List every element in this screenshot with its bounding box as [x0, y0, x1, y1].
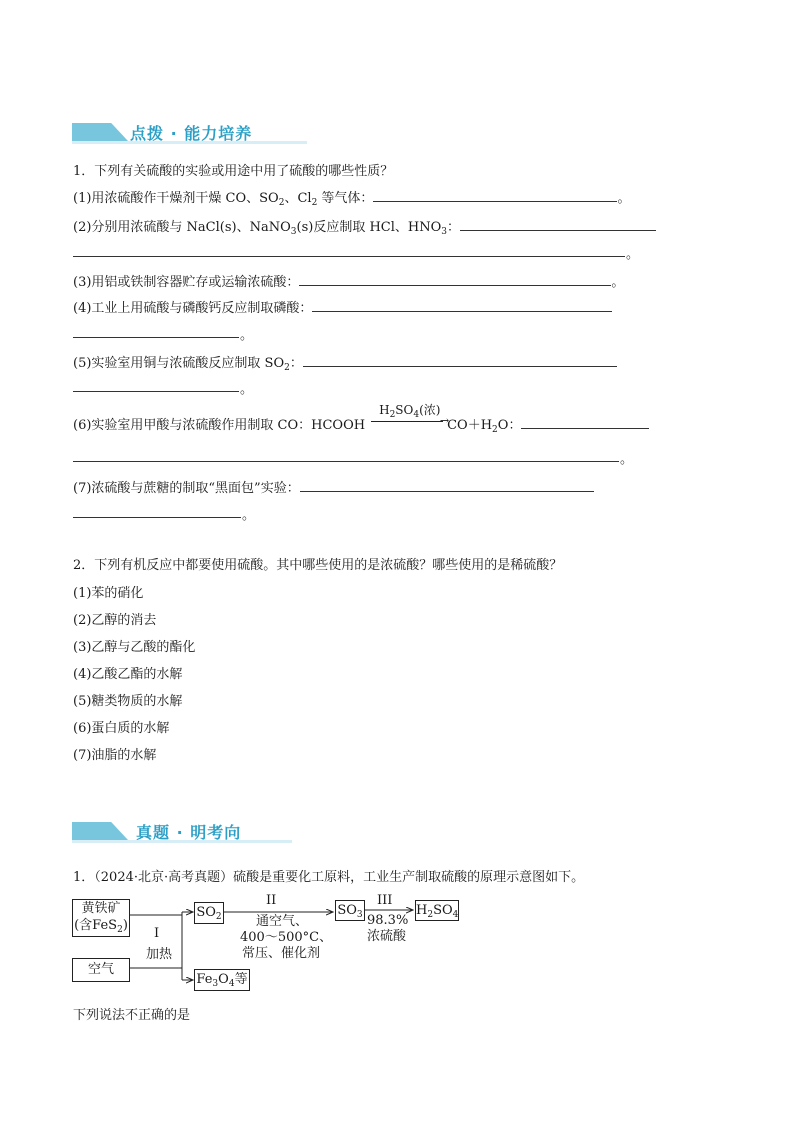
- question-1-item-7: (7)浓硫酸与蔗糖的制取“黑面包”实验：: [73, 477, 594, 496]
- list-item: (7)油脂的水解: [73, 748, 157, 763]
- air-box: 空气: [72, 958, 130, 982]
- step-3-condition: 98.3%: [367, 913, 409, 928]
- question-1-item-2: (2)分别用浓硫酸与 NaCl(s)、NaNO$_3$(s)反应制取 HCl、$HNO_3$：: [73, 216, 656, 237]
- list-item: (6)蛋白质的水解: [73, 721, 170, 736]
- exam-question-ask: 下列说法不正确的是: [73, 1008, 191, 1023]
- list-item: (2)乙醇的消去: [73, 613, 157, 628]
- question-1-item-3: (3)用铝或铁制容器贮存或运输浓硫酸： 。: [73, 275, 625, 290]
- reaction-arrow: $H_2SO_4$(浓) →: [365, 415, 447, 429]
- step-2-label: II: [266, 893, 277, 908]
- question-2-stem: 2．下列有机反应中都要使用硫酸。其中哪些使用的是浓硫酸？哪些使用的是稀硫酸？: [73, 558, 563, 573]
- list-item: (3)乙醇与乙酸的酯化: [73, 640, 196, 655]
- step-3-condition: 浓硫酸: [367, 929, 407, 944]
- step-3-label: III: [377, 893, 393, 908]
- step-2-condition: 通空气、: [256, 914, 309, 929]
- list-item: (5)糖类物质的水解: [73, 694, 183, 709]
- h2so4-box: $H_2SO_4$: [415, 900, 459, 921]
- question-1-item-5: (5)实验室用铜与浓硫酸反应制取 $SO_2$：: [73, 352, 617, 373]
- question-1-item-6: (6)实验室用甲酸与浓硫酸作用制取 CO：HCOOH $H_2SO_4$(浓) → $CO+H_2O$：: [73, 414, 649, 435]
- question-1-item-1: (1)用浓硫酸作干燥剂干燥 CO、$SO_2$、$Cl_2$ 等气体： 。: [73, 191, 631, 208]
- so3-box: $SO_3$: [335, 900, 365, 921]
- step-2-condition: 400～500°C、: [240, 930, 333, 945]
- so2-box: $SO_2$: [194, 902, 224, 924]
- question-1-item-4: (4)工业上用硫酸与磷酸钙反应制取磷酸：: [73, 297, 612, 316]
- pyrite-box: 黄铁矿 (含FeS$_2$): [72, 899, 130, 937]
- question-1-stem: 1．下列有关硫酸的实验或用途中用了硫酸的哪些性质？: [73, 164, 394, 179]
- exam-question-stem: 1．（2024·北京·高考真题）硫酸是重要化工原料，工业生产制取硫酸的原理示意图如下。: [73, 870, 585, 885]
- step-1-condition: 加热: [146, 947, 173, 962]
- section-title-ability: 点拨 · 能力培养: [130, 124, 253, 143]
- list-item: (4)乙酸乙酯的水解: [73, 667, 183, 682]
- section-title-exam: 真题 · 明考向: [136, 823, 242, 842]
- step-1-label: I: [154, 926, 160, 941]
- fe3o4-box: $Fe_3O_4$等: [194, 969, 250, 991]
- list-item: (1)苯的硝化: [73, 586, 144, 601]
- reaction-condition: $H_2SO_4$(浓): [379, 403, 441, 420]
- step-2-condition: 常压、催化剂: [242, 946, 321, 961]
